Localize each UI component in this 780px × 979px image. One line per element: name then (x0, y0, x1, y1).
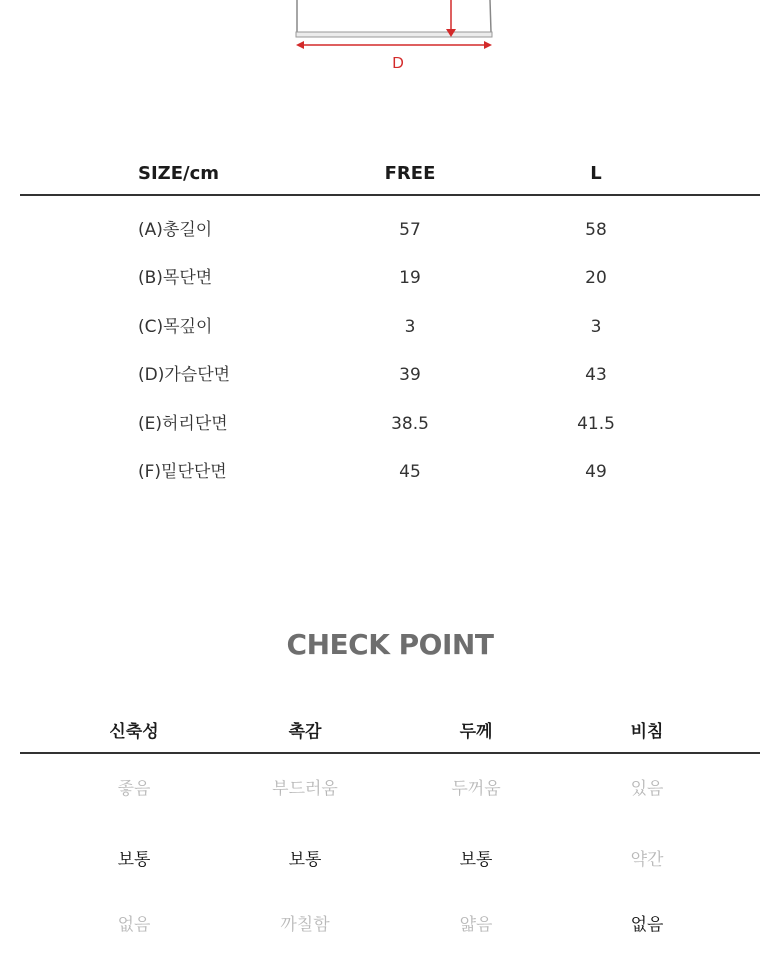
dimension-label-d: D (392, 55, 404, 72)
row-label: (D)가슴단면 (138, 365, 231, 386)
table-row (20, 400, 760, 448)
table-row (20, 303, 760, 351)
value-l: 58 (585, 220, 607, 240)
header-stretch: 신축성 (109, 722, 159, 742)
header-size: SIZE/cm (138, 163, 220, 184)
table-row (20, 206, 760, 254)
row-label: (E)허리단면 (138, 413, 228, 434)
check-point-row (20, 819, 760, 884)
header-thickness: 두께 (459, 722, 493, 742)
garment-hem-outline (296, 0, 492, 37)
row-label: (F)밑단단면 (138, 461, 227, 482)
value-l: 3 (590, 316, 602, 337)
header-texture: 촉감 (288, 722, 322, 742)
check-point-title: CHECK POINT (286, 628, 494, 661)
option-sheerness: 없음 (630, 915, 664, 935)
size-table (20, 158, 760, 496)
row-label: (B)목단면 (138, 268, 213, 289)
value-free: 39 (399, 365, 421, 386)
check-point-table (20, 716, 760, 949)
width-arrow-d (296, 41, 492, 49)
row-label: (A)총길이 (138, 220, 213, 240)
garment-diagram (0, 0, 780, 80)
option-sheerness: 있음 (630, 779, 664, 799)
value-free: 3 (404, 316, 416, 337)
check-point-row (20, 884, 760, 949)
value-l: 41.5 (577, 413, 615, 434)
option-texture: 부드러움 (272, 779, 338, 799)
option-sheerness: 약간 (630, 850, 664, 870)
row-label: (C)목깊이 (138, 316, 213, 337)
length-arrow (446, 0, 456, 37)
value-free: 57 (399, 220, 421, 240)
header-l: L (590, 163, 602, 184)
table-row (20, 254, 760, 302)
option-stretch: 보통 (117, 850, 151, 870)
header-sheerness: 비침 (630, 722, 664, 742)
value-l: 49 (585, 461, 607, 482)
size-table-header (20, 158, 760, 196)
table-row (20, 351, 760, 399)
value-free: 19 (399, 268, 421, 289)
check-point-header (20, 716, 760, 754)
value-l: 43 (585, 365, 607, 386)
check-point-row (20, 754, 760, 819)
table-row (20, 448, 760, 496)
option-texture: 까칠함 (280, 915, 330, 935)
option-stretch: 좋음 (117, 779, 151, 799)
option-thickness: 두꺼움 (451, 779, 501, 799)
header-free: FREE (384, 163, 436, 184)
option-thickness: 얇음 (459, 915, 493, 935)
value-l: 20 (585, 268, 607, 289)
option-stretch: 없음 (117, 915, 151, 935)
value-free: 38.5 (391, 413, 429, 434)
option-texture: 보통 (288, 850, 322, 870)
value-free: 45 (399, 461, 421, 482)
option-thickness: 보통 (459, 850, 493, 870)
